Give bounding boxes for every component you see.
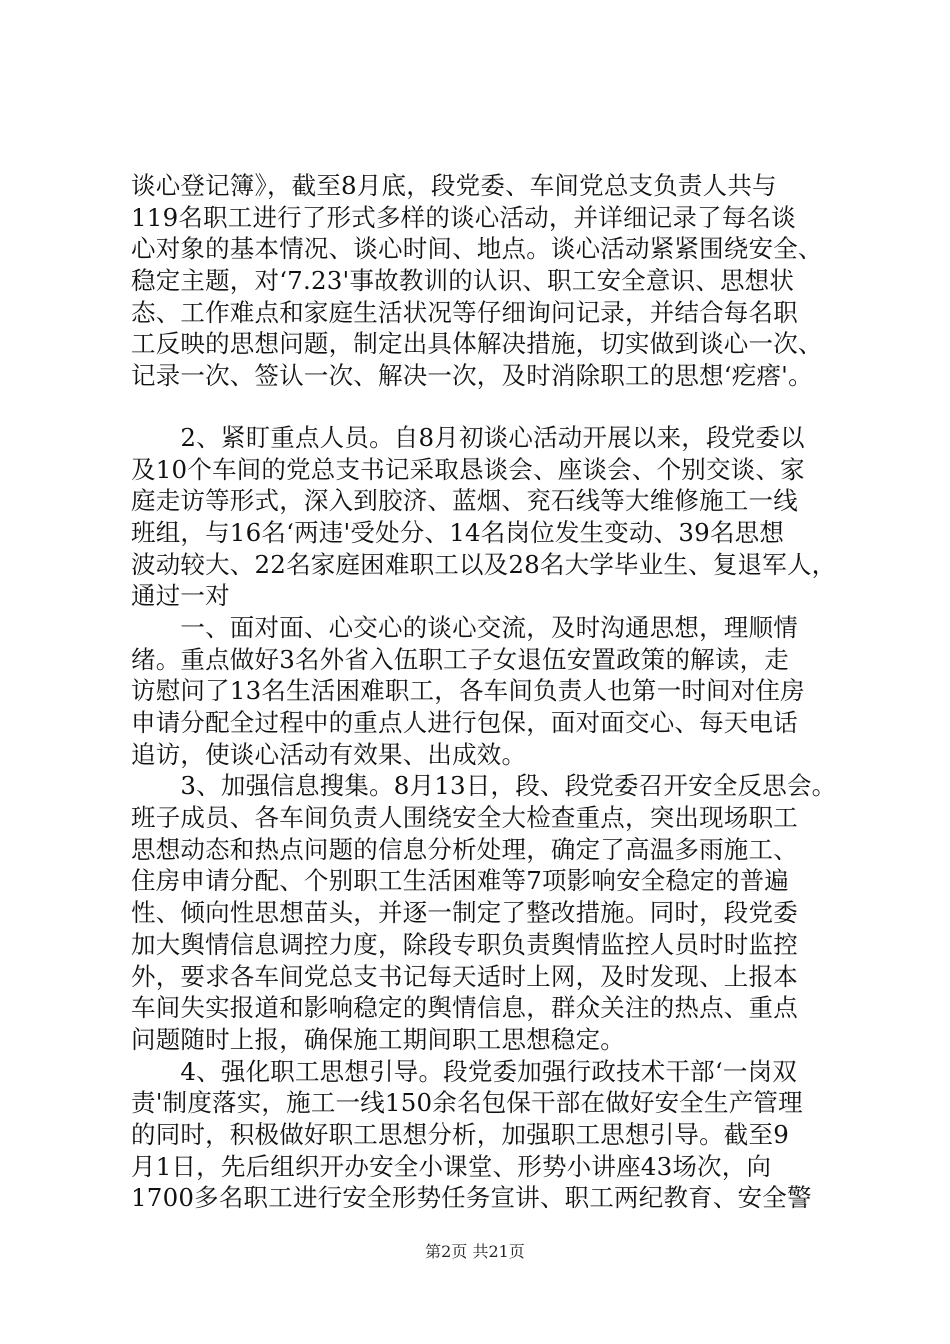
paragraph-thought-guidance — [131, 1056, 843, 1214]
text-line: 及10个车间的党总支书记采取恳谈会、座谈会、个别交谈、家 — [131, 454, 805, 484]
text-line: 波动较大、22名家庭困难职工以及28名大学毕业生、复退军人， — [131, 549, 837, 579]
text-line: 性、倾向性思想苗头，并逐一制定了整改措施。同时，段党委 — [131, 898, 798, 928]
text-line: 外，要求各车间党总支书记每天适时上网，及时发现、上报本 — [131, 961, 798, 991]
text-line: 住房申请分配、个别职工生活困难等7项影响安全稳定的普遍 — [131, 866, 789, 896]
text-line: 2、紧盯重点人员。自8月初谈心活动开展以来，段党委以 — [131, 422, 805, 452]
text-line: 庭走访等形式，深入到胶济、蓝烟、兖石线等大维修施工一线 — [131, 486, 798, 516]
text-line: 谈心登记簿》，截至8月底，段党委、车间党总支负责人共与 — [131, 171, 777, 200]
text-line: 一、面对面、心交心的谈心交流，及时沟通思想，理顺情 — [131, 612, 798, 642]
page-number-footer: 第2页 共21页 — [425, 1242, 525, 1261]
paragraph-spacer — [131, 392, 843, 422]
text-line: 班组，与16名‘两违'受处分、14名岗位发生变动、39名思想 — [131, 517, 785, 547]
text-line: 通过一对 — [131, 581, 230, 611]
text-line: 4、强化职工思想引导。段党委加强行政技术干部‘一岗双 — [131, 1056, 797, 1086]
text-line: 记录一次、签认一次、解决一次，及时消除职工的思想‘疙瘩'。 — [131, 361, 813, 391]
text-line: 稳定主题，对‘7.23'事故教训的认识、职工安全意识、思想状 — [131, 266, 795, 296]
text-line: 责'制度落实，施工一线150余名包保干部在做好安全生产管理 — [131, 1088, 803, 1118]
text-line: 3、加强信息搜集。8月13日，段、段党委召开安全反思会。 — [131, 771, 837, 801]
text-line: 工反映的思想问题，制定出具体解决措施，切实做到谈心一次、 — [131, 329, 823, 359]
text-line: 1700多名职工进行安全形势任务宣讲、职工两纪教育、安全警 — [131, 1183, 812, 1213]
text-line: 加大舆情信息调控力度，除段专职负责舆情监控人员时时监控 — [131, 929, 798, 959]
text-line: 绪。重点做好3名外省入伍职工子女退伍安置政策的解读，走 — [131, 644, 789, 674]
paragraph-talk-records — [131, 170, 843, 392]
text-line: 心对象的基本情况、谈心时间、地点。谈心活动紧紧围绕安全、 — [131, 234, 823, 264]
text-line: 申请分配全过程中的重点人进行包保，面对面交心、每天电话 — [131, 708, 798, 737]
text-line: 思想动态和热点问题的信息分析处理，确定了高温多雨施工、 — [131, 834, 798, 864]
text-line: 问题随时上报，确保施工期间职工思想稳定。 — [131, 1024, 625, 1054]
text-line: 态、工作难点和家庭生活状况等仔细询问记录，并结合每名职 — [131, 297, 798, 327]
text-line: 的同时，积极做好职工思想分析，加强职工思想引导。截至9 — [131, 1119, 789, 1149]
text-line: 月1日，先后组织开办安全小课堂、形势小讲座43场次，向 — [131, 1151, 772, 1181]
text-line: 车间失实报道和影响稳定的舆情信息，群众关注的热点、重点 — [131, 993, 798, 1023]
paragraph-face-to-face — [131, 612, 843, 770]
text-line: 119名职工进行了形式多样的谈心活动，并详细记录了每名谈 — [131, 202, 796, 232]
paragraph-information-collection — [131, 770, 843, 1055]
paragraph-key-personnel — [131, 422, 843, 612]
document-body — [131, 170, 843, 1214]
text-line: 追访，使谈心活动有效果、出成效。 — [131, 739, 527, 769]
text-line: 访慰问了13名生活困难职工，各车间负责人也第一时间对住房 — [131, 676, 805, 706]
text-line: 班子成员、各车间负责人围绕安全大检查重点，突出现场职工 — [131, 803, 798, 833]
